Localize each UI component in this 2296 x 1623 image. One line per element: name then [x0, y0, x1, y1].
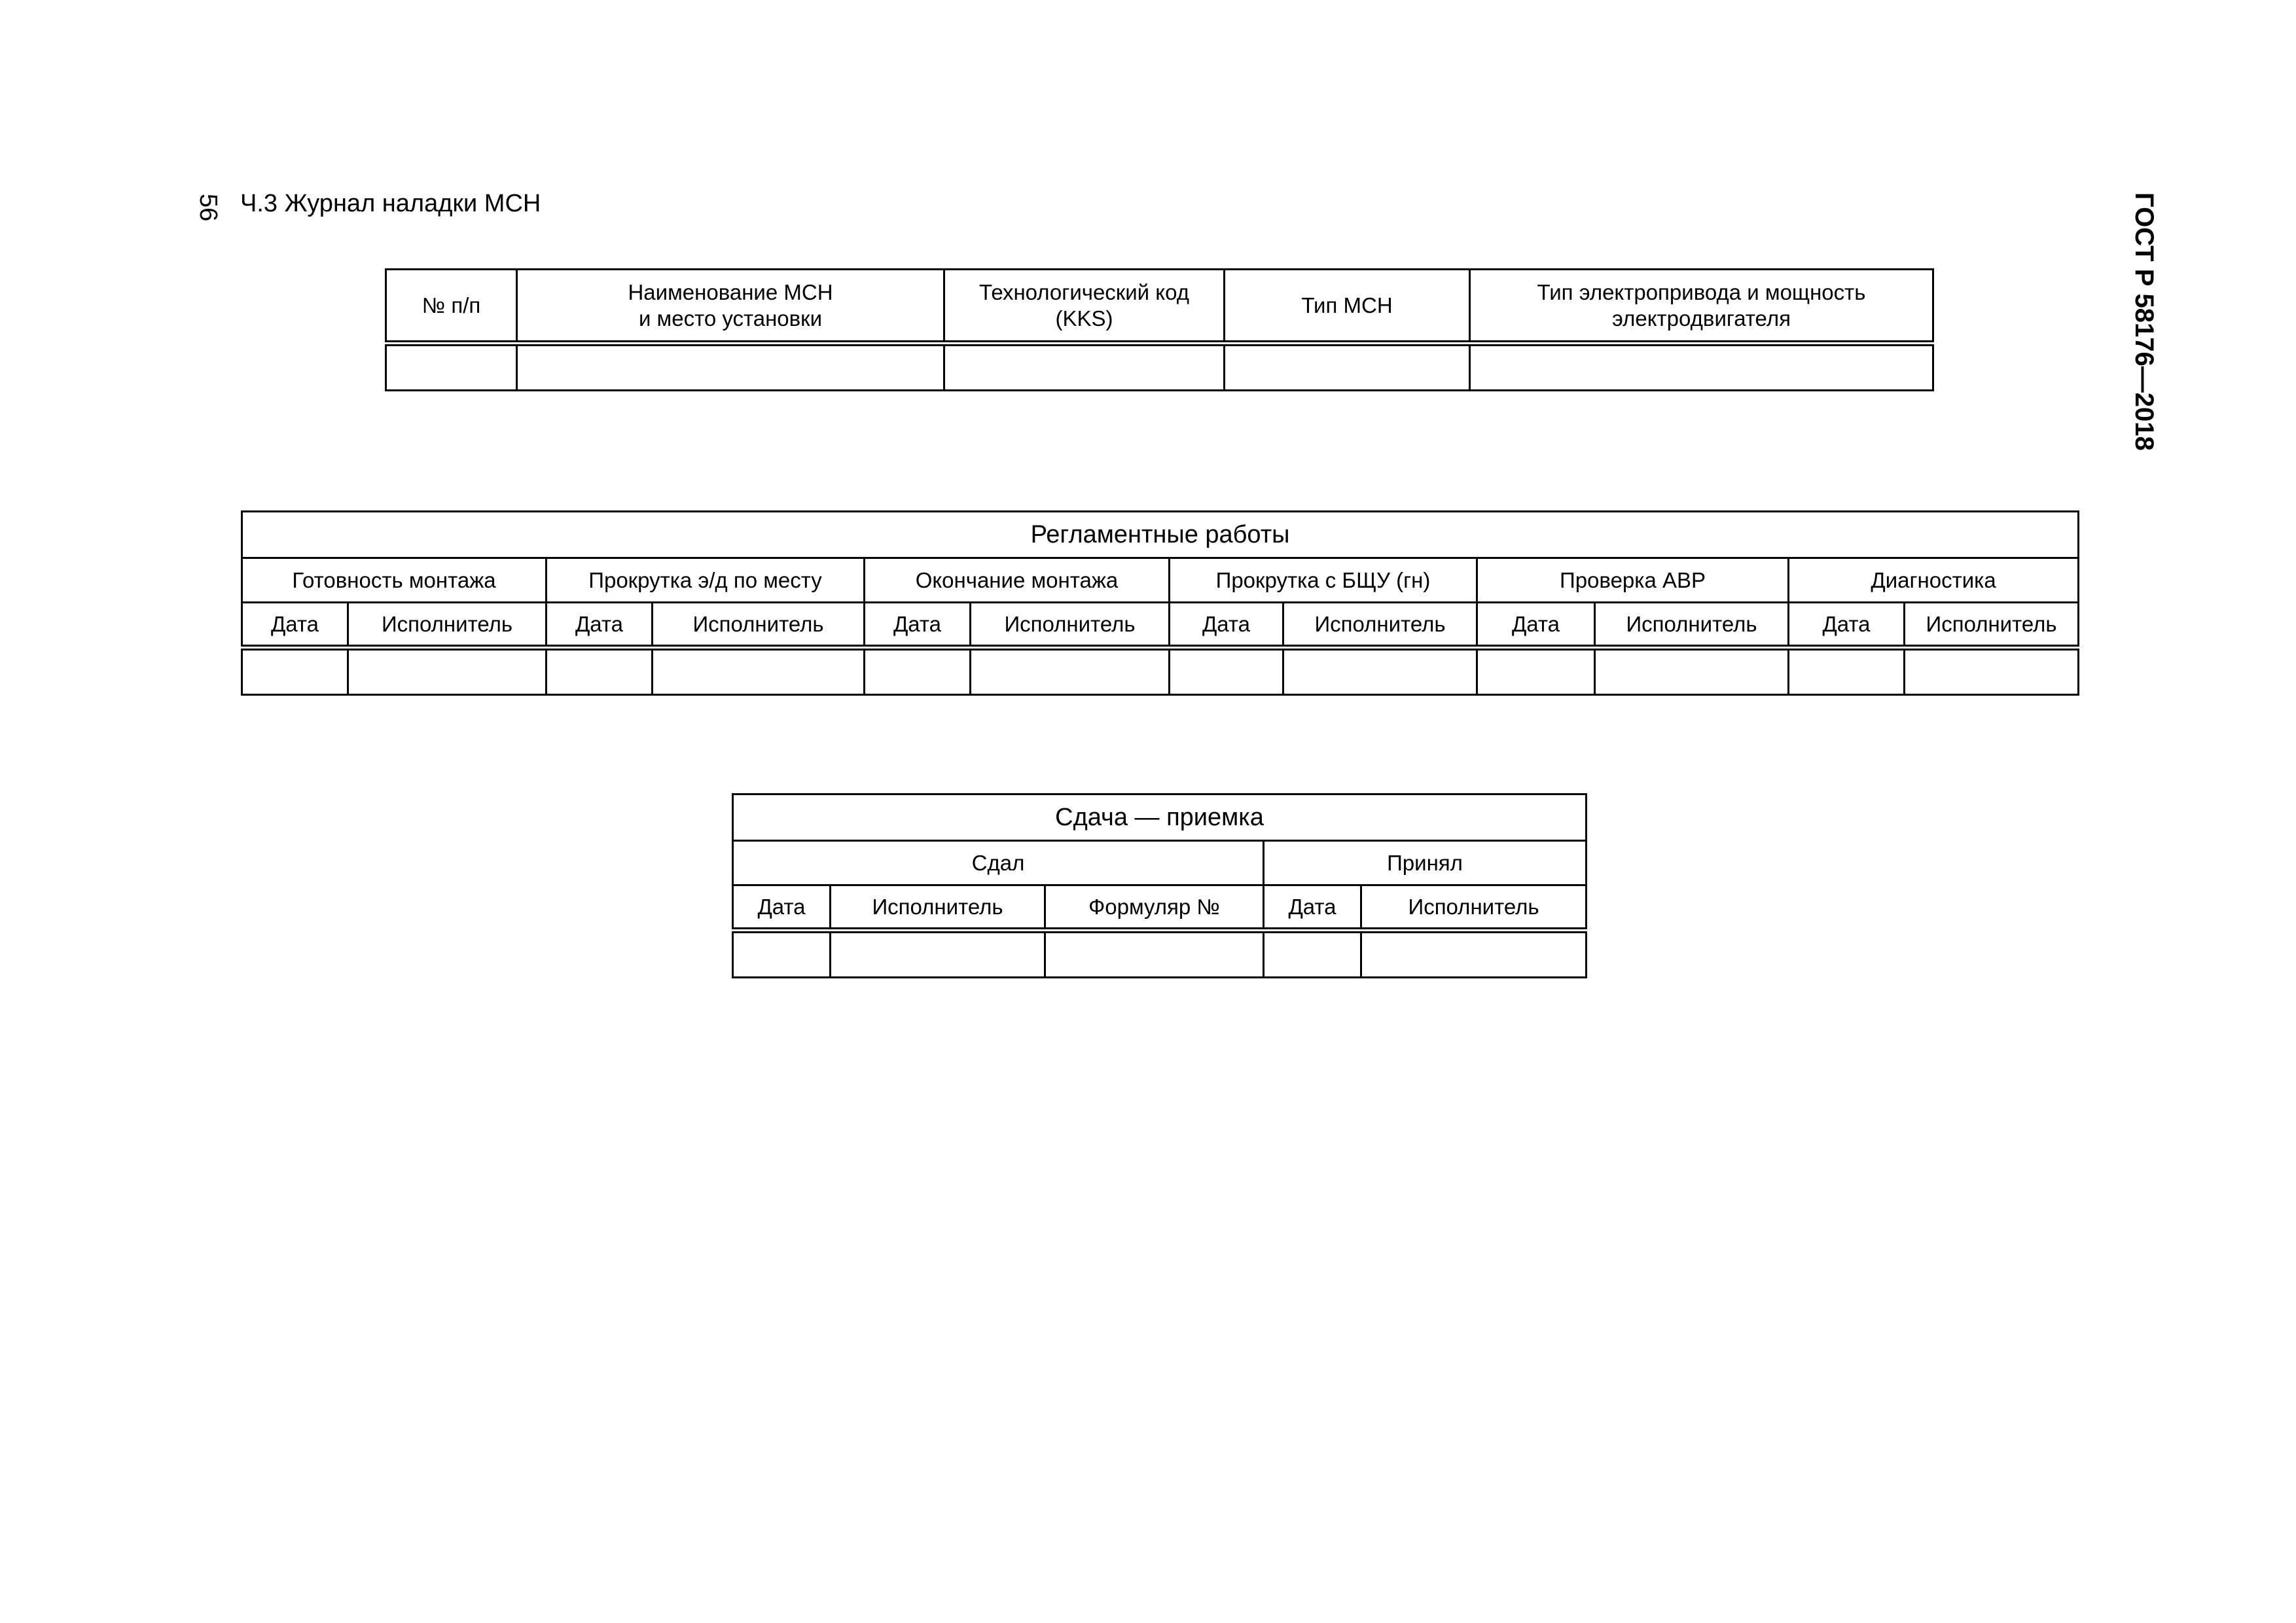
- empty-cell: [1905, 648, 2079, 695]
- table-row: [242, 648, 2079, 695]
- performer-header: Исполнитель: [1283, 603, 1477, 648]
- table-title-row: [733, 794, 1587, 841]
- date-header: Дата: [1789, 603, 1905, 648]
- date-header: Дата: [733, 885, 831, 931]
- group-header: Диагностика: [1789, 558, 2079, 603]
- table-title-row: [242, 512, 2079, 558]
- empty-cell: [865, 648, 971, 695]
- empty-cell: [1264, 931, 1361, 978]
- group-header-row: [242, 558, 2079, 603]
- table-row: [386, 344, 1933, 391]
- accepted-header: Принял: [1264, 841, 1587, 885]
- performer-header: Исполнитель: [831, 885, 1045, 931]
- group-header-row: [733, 841, 1587, 885]
- date-header: Дата: [1170, 603, 1283, 648]
- empty-cell: [1283, 648, 1477, 695]
- date-header: Дата: [547, 603, 653, 648]
- empty-cell: [1170, 648, 1283, 695]
- msn-identification-table: [385, 268, 1934, 391]
- empty-cell: [1045, 931, 1264, 978]
- performer-header: Исполнитель: [653, 603, 865, 648]
- empty-cell: [1595, 648, 1789, 695]
- empty-cell: [971, 648, 1170, 695]
- group-header: Прокрутка с БЩУ (гн): [1170, 558, 1477, 603]
- empty-cell: [653, 648, 865, 695]
- empty-cell: [547, 648, 653, 695]
- empty-cell: [1470, 344, 1933, 391]
- header-cell-name: Наименование МСН и место установки: [517, 270, 944, 344]
- sub-header-row: [242, 603, 2079, 648]
- empty-cell: [831, 931, 1045, 978]
- handed-header: Сдал: [733, 841, 1264, 885]
- handover-acceptance-table: [732, 793, 1587, 978]
- date-header: Дата: [1264, 885, 1361, 931]
- performer-header: Исполнитель: [1595, 603, 1789, 648]
- empty-cell: [1477, 648, 1595, 695]
- empty-cell: [242, 648, 348, 695]
- page-number: 56: [194, 194, 222, 222]
- empty-cell: [517, 344, 944, 391]
- performer-header: Исполнитель: [971, 603, 1170, 648]
- performer-header: Исполнитель: [1361, 885, 1587, 931]
- group-header: Окончание монтажа: [865, 558, 1170, 603]
- group-header: Проверка АВР: [1477, 558, 1789, 603]
- section-title: Ч.3 Журнал наладки МСН: [240, 190, 541, 217]
- date-header: Дата: [1477, 603, 1595, 648]
- empty-cell: [1361, 931, 1587, 978]
- performer-header: Исполнитель: [1905, 603, 2079, 648]
- table-row: [733, 931, 1587, 978]
- table-title: Сдача — приемка: [733, 794, 1587, 841]
- group-header: Готовность монтажа: [242, 558, 547, 603]
- table-header-row: [386, 270, 1933, 344]
- empty-cell: [1789, 648, 1905, 695]
- header-cell-drive: Тип электропривода и мощность электродвигателя: [1470, 270, 1933, 344]
- header-cell-number: № п/п: [386, 270, 517, 344]
- empty-cell: [733, 931, 831, 978]
- sub-header-row: [733, 885, 1587, 931]
- empty-cell: [348, 648, 547, 695]
- empty-cell: [386, 344, 517, 391]
- header-cell-type: Тип МСН: [1225, 270, 1470, 344]
- performer-header: Исполнитель: [348, 603, 547, 648]
- date-header: Дата: [865, 603, 971, 648]
- table-title: Регламентные работы: [242, 512, 2079, 558]
- form-number-header: Формуляр №: [1045, 885, 1264, 931]
- date-header: Дата: [242, 603, 348, 648]
- empty-cell: [944, 344, 1225, 391]
- standard-label: ГОСТ Р 58176—2018: [2130, 192, 2159, 451]
- header-cell-kks: Технологический код (KKS): [944, 270, 1225, 344]
- scheduled-works-table: [241, 510, 2079, 696]
- group-header: Прокрутка э/д по месту: [547, 558, 865, 603]
- empty-cell: [1225, 344, 1470, 391]
